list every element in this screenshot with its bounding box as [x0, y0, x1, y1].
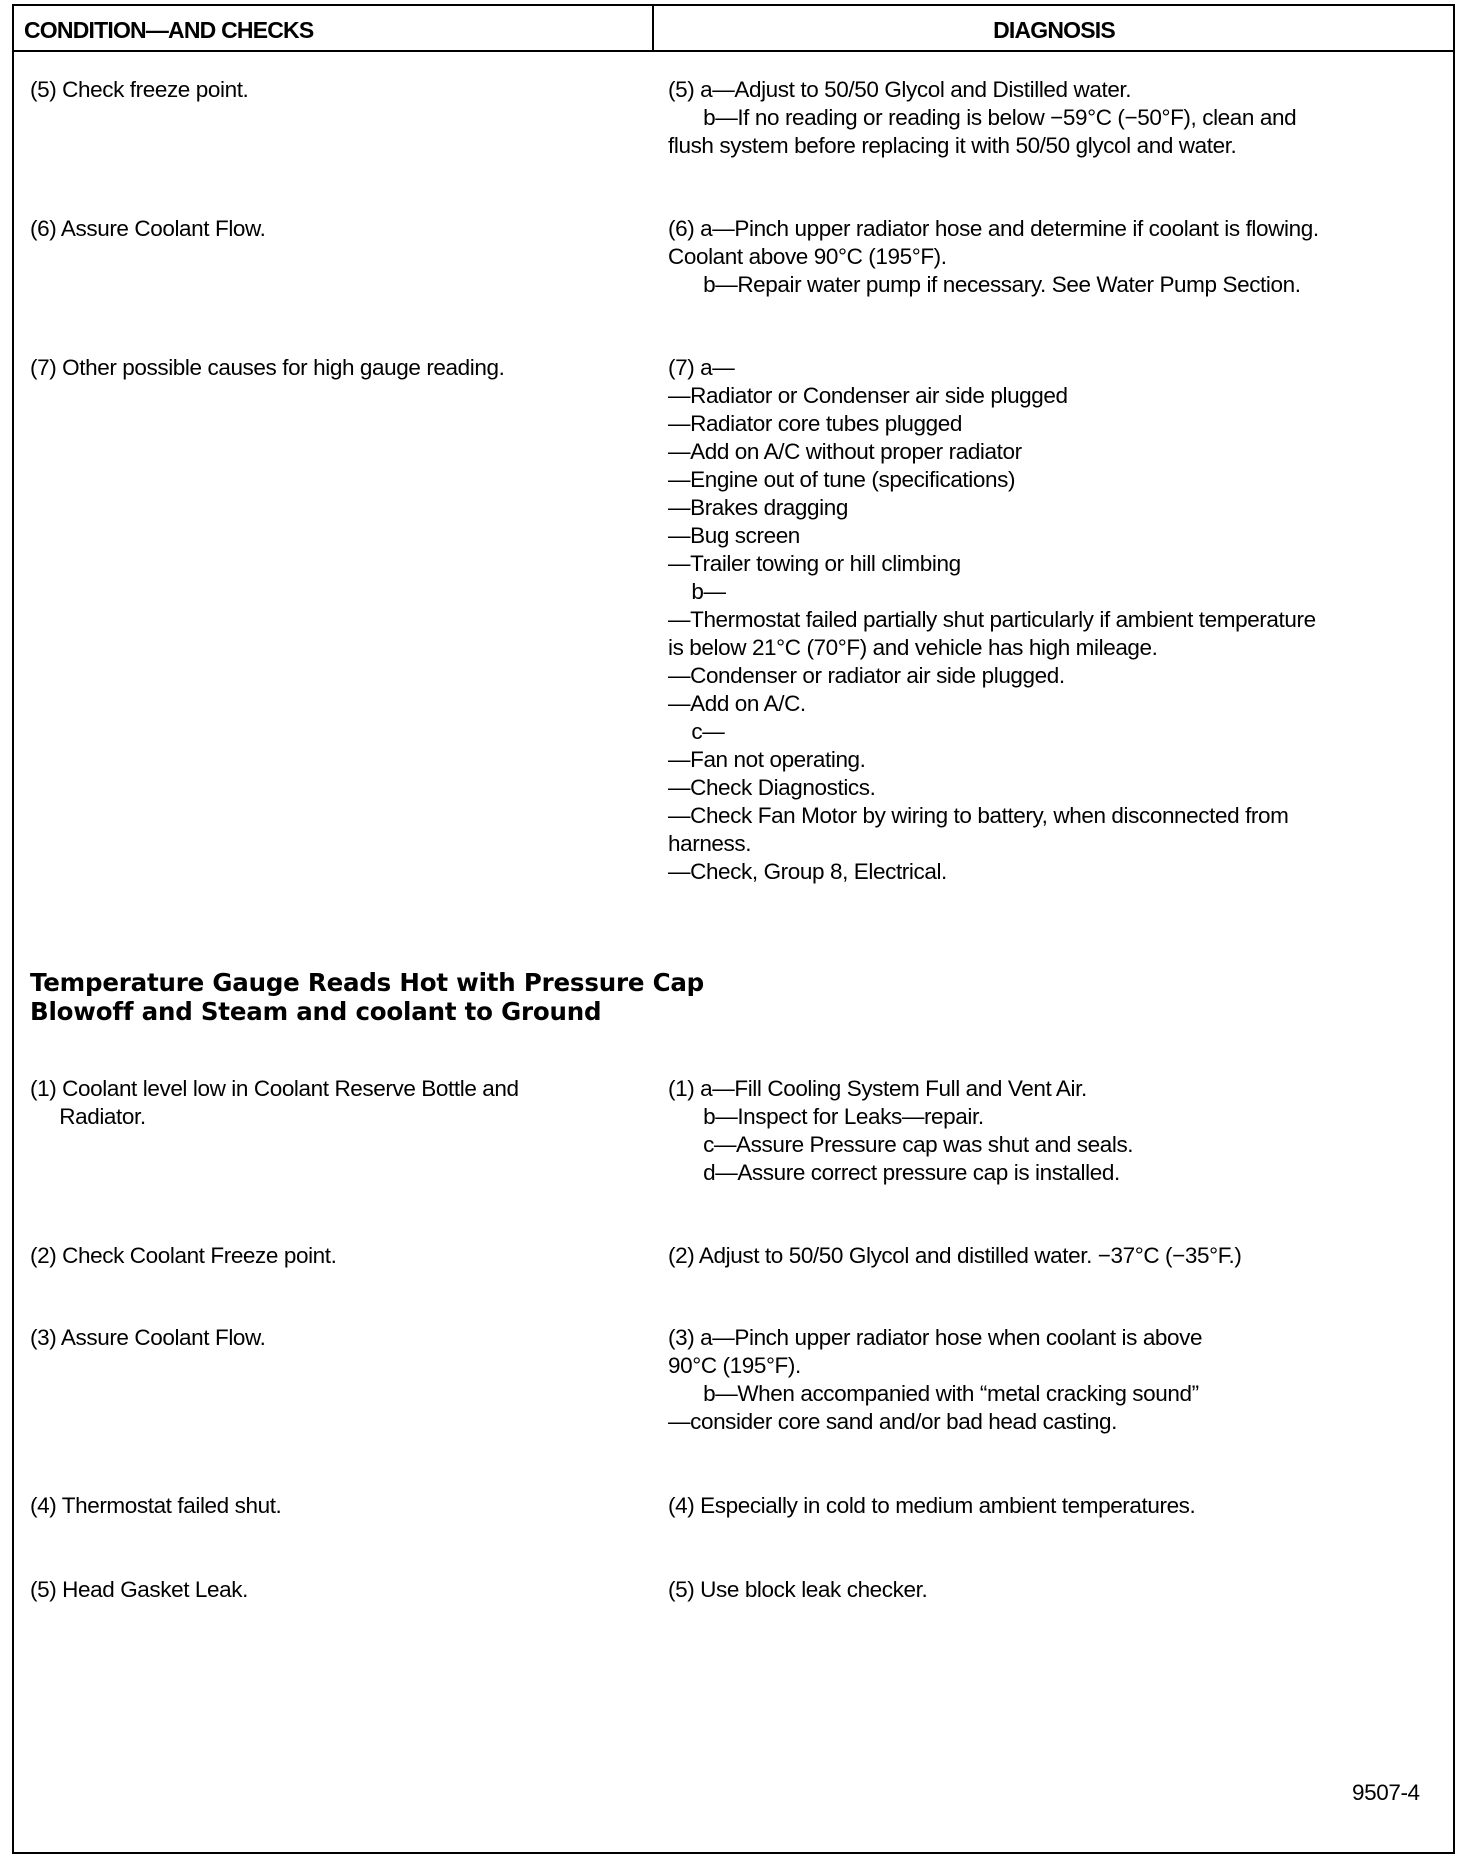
header-condition: CONDITION—AND CHECKS [24, 6, 654, 50]
condition-s2-5: (5) Head Gasket Leak. [30, 1577, 248, 1602]
diagnosis-s1-7: (7) a— —Radiator or Condenser air side plugged —Radiator core tubes plugged —Add on A/C without proper radiator —Engine out of tune (specifications) —Brakes dragging —Bug screen —Trailer towing or hill climbing b— —Thermostat failed partially shut particularly if ambient temperature is below 21°C (70°F) and vehicle has high mileage. —Condenser or radiator air side plugged. —Add on A/C. c— —Fan not operating. —Check Diagnostics. —Check Fan Motor by wiring to battery, when disconnected from harness. —Check, Group 8, Electrical. [668, 355, 1316, 884]
diagnosis-s2-5: (5) Use block leak checker. [668, 1577, 928, 1602]
condition-s2-3: (3) Assure Coolant Flow. [30, 1325, 266, 1350]
diagnosis-s2-2: (2) Adjust to 50/50 Glycol and distilled water. −37°C (−35°F.) [668, 1243, 1242, 1268]
diagnosis-s1-6: (6) a—Pinch upper radiator hose and determine if coolant is flowing. Coolant above 90°C (195°F). b—Repair water pump if necessary. See Water Pump Section. [668, 216, 1319, 297]
document-frame [12, 4, 1455, 1854]
diagnosis-s2-1: (1) a—Fill Cooling System Full and Vent Air. b—Inspect for Leaks—repair. c—Assure Pressure cap was shut and seals. d—Assure correct pressure cap is installed. [668, 1076, 1134, 1185]
header-diagnosis: DIAGNOSIS [993, 17, 1115, 43]
table-header [14, 6, 1453, 52]
condition-s2-4: (4) Thermostat failed shut. [30, 1493, 282, 1518]
diagnosis-s2-4: (4) Especially in cold to medium ambient temperatures. [668, 1493, 1196, 1518]
diagnosis-s2-3: (3) a—Pinch upper radiator hose when coolant is above 90°C (195°F). b—When accompanied with “metal cracking sound” —consider core sand and/or bad head casting. [668, 1325, 1203, 1434]
section-heading: Temperature Gauge Reads Hot with Pressure Cap Blowoff and Steam and coolant to Ground [30, 968, 705, 1026]
diagnosis-s1-5: (5) a—Adjust to 50/50 Glycol and Distilled water. b—If no reading or reading is below −59°C (−50°F), clean and flush system before replacing it with 50/50 glycol and water. [668, 77, 1297, 158]
condition-s1-6: (6) Assure Coolant Flow. [30, 216, 266, 241]
condition-s1-7: (7) Other possible causes for high gauge reading. [30, 355, 505, 380]
condition-s2-1: (1) Coolant level low in Coolant Reserve Bottle and Radiator. [30, 1076, 519, 1129]
condition-s2-2: (2) Check Coolant Freeze point. [30, 1243, 337, 1268]
page-number: 9507-4 [1352, 1780, 1420, 1805]
condition-s1-5: (5) Check freeze point. [30, 77, 249, 102]
